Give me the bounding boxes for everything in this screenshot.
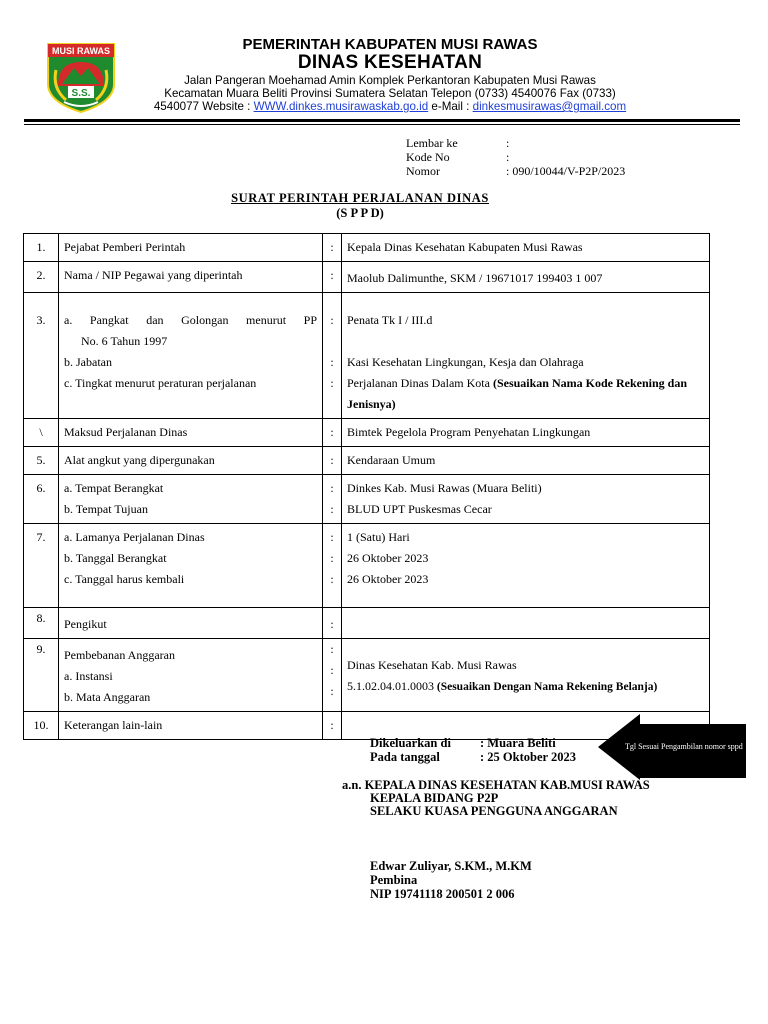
row-number: 7. [24, 524, 59, 608]
row-label-group [59, 639, 323, 712]
row-colon-a: : [330, 481, 334, 495]
row-label-a: a. Instansi [64, 669, 113, 683]
issued-at [370, 736, 556, 751]
row-colon-b: : [330, 502, 334, 516]
row-label: Pejabat Pemberi Perintah [59, 234, 323, 262]
row-colon: : [323, 419, 342, 447]
row-colon: : [330, 642, 334, 656]
row-number: \ [24, 419, 59, 447]
row-value-a: Dinas Kesehatan Kab. Musi Rawas [347, 658, 517, 672]
row-colon-c: : [330, 376, 334, 390]
meta-nomor-label: Nomor [406, 164, 440, 178]
row-colon-b: : [330, 684, 334, 698]
row-value-group [342, 524, 710, 608]
letterhead-office: DINAS KESEHATAN [297, 52, 483, 73]
row-number: 3. [24, 293, 59, 419]
email-prefix: e-Mail : [428, 100, 473, 113]
meta-lembar-value: : [506, 136, 510, 150]
row-value: Kepala Dinas Kesehatan Kabupaten Musi Rawas [342, 234, 710, 262]
row-label-c: c. Tingkat menurut peraturan perjalanan [64, 376, 257, 390]
row-colon-a: : [330, 530, 334, 544]
row-colons [323, 475, 342, 524]
table-row-8 [24, 608, 710, 639]
row-value-b-text: 5.1.02.04.01.0003 [347, 679, 434, 693]
row-label: Keterangan lain-lain [59, 712, 323, 740]
musi-rawas-logo [44, 40, 118, 114]
table-row-7 [24, 524, 710, 608]
row-value-group [342, 293, 710, 419]
row-value-group [342, 475, 710, 524]
signer-rank: Pembina [370, 873, 418, 887]
table-row-5 [24, 447, 710, 475]
row-value-b [347, 676, 704, 698]
row-number: 5. [24, 447, 59, 475]
row-label-b: b. Tanggal Berangkat [64, 551, 167, 565]
row-value: Kendaraan Umum [342, 447, 710, 475]
row-label-b: b. Tempat Tujuan [64, 502, 148, 516]
sppd-table [23, 233, 710, 740]
row-colon: : [323, 712, 342, 740]
row-value-b: 26 Oktober 2023 [347, 551, 429, 565]
row-value-group [342, 639, 710, 712]
row-colon-b: : [330, 355, 334, 369]
row-value-a: Penata Tk I / III.d [347, 313, 433, 327]
row-colon: : [323, 234, 342, 262]
row-label-group [59, 475, 323, 524]
signer-nip: NIP 19741118 200501 2 006 [370, 887, 515, 901]
table-row-1 [24, 234, 710, 262]
row-colon-a: : [330, 663, 334, 677]
row-colons [323, 293, 342, 419]
row-label-b: b. Jabatan [64, 355, 112, 369]
letterhead-government: PEMERINTAH KABUPATEN MUSI RAWAS [242, 36, 538, 53]
row-number: 9. [24, 639, 59, 712]
row-colon: : [323, 447, 342, 475]
row-value-c [347, 373, 704, 415]
on-behalf-line: a.n. KEPALA DINAS KESEHATAN KAB.MUSI RAWAS [342, 778, 650, 792]
row-label-b: b. Mata Anggaran [64, 690, 151, 704]
table-row-4 [24, 419, 710, 447]
website-link[interactable]: WWW.dinkes.musirawaskab.go.id [253, 100, 429, 113]
row-label-group [59, 293, 323, 419]
meta-lembar-label: Lembar ke [406, 136, 458, 150]
row-value [342, 608, 710, 639]
meta-kode [406, 150, 509, 165]
row-label-a: a. Pangkat dan Golongan menurut PP [64, 313, 317, 327]
row-label: Pembebanan Anggaran [64, 648, 175, 662]
row-value-c-text: Perjalanan Dinas Dalam Kota [347, 376, 490, 390]
row-number: 10. [24, 712, 59, 740]
row-value-a: 1 (Satu) Hari [347, 530, 410, 544]
letterhead-contact [110, 100, 670, 113]
row-label-a: a. Lamanya Perjalanan Dinas [64, 530, 205, 544]
issued-at-value: : Muara Beliti [480, 736, 556, 750]
row-value-b-note: (Sesuaikan Dengan Nama Rekening Belanja) [434, 681, 658, 693]
division-head: KEPALA BIDANG P2P [370, 791, 499, 805]
row-label-a-cont: No. 6 Tahun 1997 [81, 334, 168, 348]
row-colons [323, 524, 342, 608]
row-value-b: BLUD UPT Puskesmas Cecar [347, 502, 492, 516]
letterhead-address-2: Kecamatan Muara Beliti Provinsi Sumatera Selatan Telepon (0733) 4540076 Fax (0733) [164, 87, 616, 100]
document-title: SURAT PERINTAH PERJALANAN DINAS [231, 191, 489, 205]
row-value: Maolub Dalimunthe, SKM / 19671017 199403 1 007 [342, 262, 710, 293]
issued-at-label: Dikeluarkan di [370, 736, 451, 750]
row-colon-c: : [330, 572, 334, 586]
row-number: 6. [24, 475, 59, 524]
row-label: Maksud Perjalanan Dinas [59, 419, 323, 447]
meta-kode-label: Kode No [406, 150, 450, 164]
logo-letters: S.S. [71, 88, 91, 99]
row-number: 2. [24, 262, 59, 293]
letterhead-rule-thick [24, 119, 740, 122]
table-row-6 [24, 475, 710, 524]
row-label: Alat angkut yang dipergunakan [59, 447, 323, 475]
logo-text: MUSI RAWAS [51, 46, 111, 56]
row-number: 8. [24, 608, 59, 639]
meta-lembar [406, 136, 509, 151]
budget-authority: SELAKU KUASA PENGGUNA ANGGARAN [370, 804, 618, 818]
row-value-c: 26 Oktober 2023 [347, 572, 429, 586]
row-label-c: c. Tanggal harus kembali [64, 572, 185, 586]
row-value-c-note: (Sesuaikan Nama Kode Rekening dan Jenisnya) [347, 376, 687, 411]
meta-nomor [406, 164, 625, 179]
issued-date-value: : 25 Oktober 2023 [480, 750, 576, 764]
row-number: 1. [24, 234, 59, 262]
document-subtitle: (S P P D) [336, 206, 384, 220]
issued-date-label: Pada tanggal [370, 750, 440, 764]
row-label: Nama / NIP Pegawai yang diperintah [59, 262, 323, 293]
row-label-group [59, 524, 323, 608]
row-colon: : [323, 262, 342, 293]
letterhead-address-1: Jalan Pangeran Moehamad Amin Komplek Perkantoran Kabupaten Musi Rawas [184, 74, 596, 87]
table-row-3 [24, 293, 710, 419]
meta-kode-value: : [506, 150, 510, 164]
row-value: Bimtek Pegelola Program Penyehatan Lingkungan [342, 419, 710, 447]
row-colons [323, 639, 342, 712]
row-colon-a: : [330, 313, 334, 327]
row-colon-b: : [330, 551, 334, 565]
row-label-a: a. Tempat Berangkat [64, 481, 164, 495]
signer-name: Edwar Zuliyar, S.KM., M.KM [370, 859, 532, 873]
contact-prefix: 4540077 Website : [153, 100, 254, 113]
row-label: Pengikut [59, 608, 323, 639]
meta-nomor-value: : 090/10044/V-P2P/2023 [506, 164, 626, 178]
issued-date [370, 750, 576, 765]
callout-text: Tgl Sesuai Pengambilan nomor sppd [625, 742, 743, 751]
table-row-2 [24, 262, 710, 293]
row-colon: : [323, 608, 342, 639]
table-row-9 [24, 639, 710, 712]
email-link[interactable]: dinkesmusirawas@gmail.com [472, 100, 627, 113]
row-value-b: Kasi Kesehatan Lingkungan, Kesja dan Olahraga [347, 355, 584, 369]
row-value-a: Dinkes Kab. Musi Rawas (Muara Beliti) [347, 481, 542, 495]
letterhead-rule-thin [24, 124, 740, 125]
